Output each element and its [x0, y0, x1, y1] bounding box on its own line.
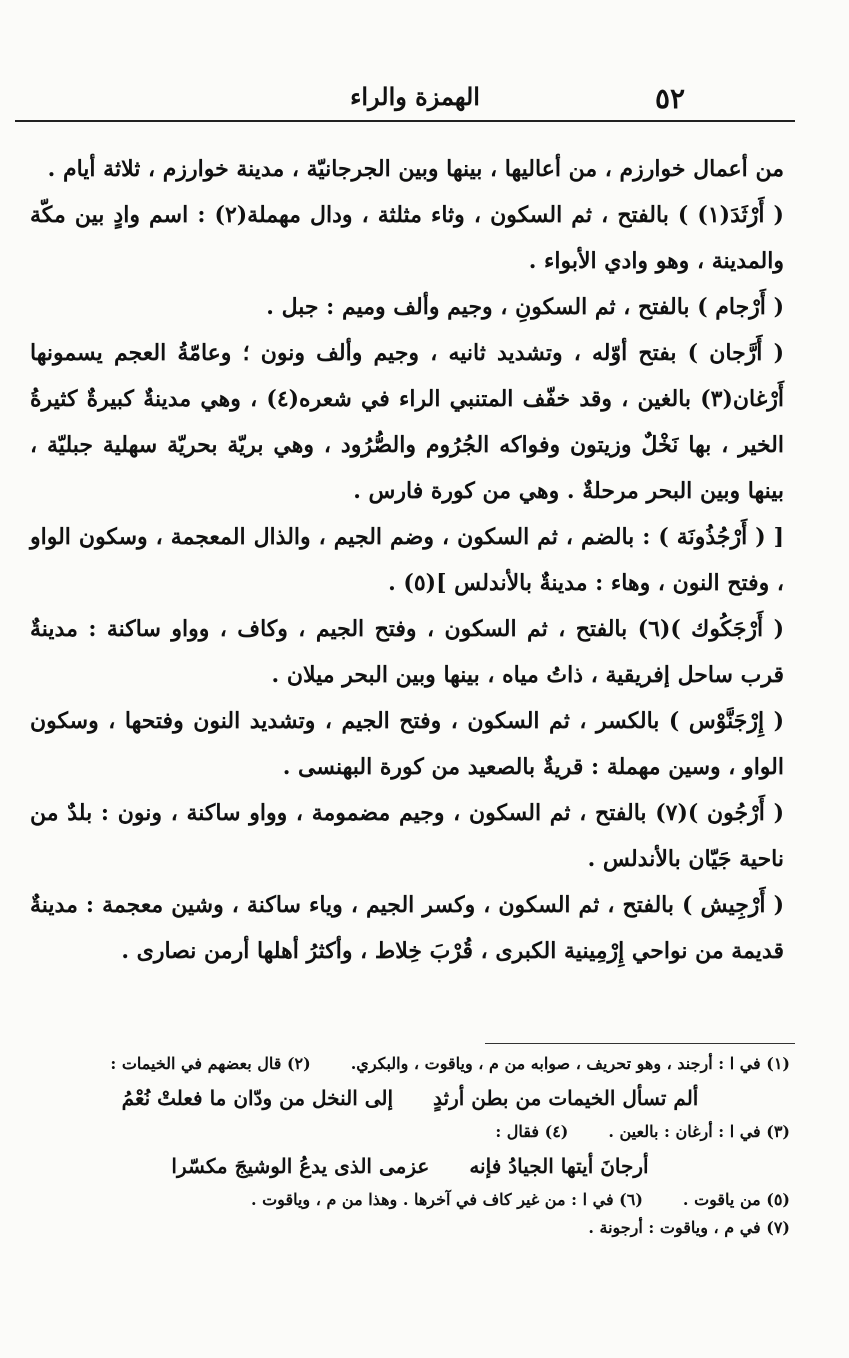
footnote-4: (٤) فقال :: [495, 1122, 569, 1141]
footnote-divider: [485, 1043, 795, 1044]
footnote-row: [30, 1186, 790, 1214]
header-divider: [15, 120, 795, 122]
verse-2-first-hemistich: أرجانَ أيتها الجيادُ فإنه: [469, 1154, 649, 1178]
verse-1-second-hemistich: إلى النخل من ودّان ما فعلتْ نُعْمُ: [121, 1086, 394, 1110]
verse-2-second-hemistich: عزمى الذى يدعُ الوشيجَ مكسّرا: [171, 1154, 430, 1178]
entry-arjam: ( أَرْجام ) بالفتح ، ثم السكونِ ، وجيم وألف وميم : جبل .: [266, 294, 784, 320]
entry-irjannaws: ( إِرْجَنَّوْس ) بالكسر ، ثم السكون ، وفتح الجيم ، وتشديد النون وفتحها ، وسكون الواو ، وسين مهملة : قريةٌ بالصعيد من كورة البهنسى .: [30, 708, 784, 780]
running-title: الهمزة والراء: [350, 82, 480, 111]
footnote-row: [30, 1118, 790, 1146]
page-header: [15, 70, 794, 120]
entry-arjish: ( أَرْجِيش ) بالفتح ، ثم السكون ، وكسر الجيم ، وياء ساكنة ، وشين معجمة : مدينةٌ قديمة من نواحي إِرْمِينية الكبرى ، قُرْبَ خِلاط ، وأكثرُ أهلها أرمن نصارى .: [30, 892, 784, 964]
page-number: ٥٢: [655, 82, 686, 115]
footnote-3: (٣) في ا : أرغان : بالعين .: [608, 1122, 790, 1141]
footnote-1: (١) في ا : أرجند ، وهو تحريف ، صوابه من م ، وياقوت ، والبكري.: [350, 1054, 790, 1073]
entry-arrajan: ( أَرَّجان ) بفتح أوّله ، وتشديد ثانيه ، وجيم وألف ونون ؛ وعامّةُ العجم يسمونها أَرْغان(٣) بالغين ، وقد خفّف المتنبي الراء في شعره(٤) ، وهي مدينةٌ كبيرةٌ كثيرةُ الخير ، بها نَخْلٌ وزيتون وفواكه الجُرُوم والصُّرُود ، وهي بريّة بحريّة سهلية جبليّة ، بينها وبين البحر مرحلةٌ . وهي من كورة فارس .: [30, 340, 784, 504]
entry-arthad: ( أَرْثَدَ(١) ) بالفتح ، ثم السكون ، وثاء مثلثة ، ودال مهملة(٢) : اسم وادٍ بين مكّة والمدينة ، وهو وادي الأبواء .: [30, 202, 784, 274]
footnotes: [30, 1050, 790, 1242]
entry-arjudhuna: [ ( أَرْجُذُونَة ) : بالضم ، ثم السكون ، وضم الجيم ، والذال المعجمة ، وسكون الواو ، وفتح النون ، وهاء : مدينةٌ بالأندلس ](٥) .: [30, 524, 784, 596]
main-text: [30, 146, 784, 974]
verse-1: [30, 1078, 790, 1118]
footnote-5: (٥) من ياقوت .: [682, 1190, 790, 1209]
entry-arjun: ( أَرْجُون )(٧) بالفتح ، ثم السكون ، وجيم مضمومة ، وواو ساكنة ، ونون : بلدٌ من ناحية جَيّان بالأندلس .: [30, 800, 784, 872]
entry-arjakuk: ( أَرْجَكُوك )(٦) بالفتح ، ثم السكون ، وفتح الجيم ، وكاف ، وواو ساكنة : مدينةٌ قرب ساحل إفريقية ، ذاتُ مياه ، بينها وبين البحر ميلان .: [30, 616, 785, 688]
footnote-2: (٢) قال بعضهم في الخيمات :: [110, 1054, 311, 1073]
footnote-7: (٧) في م ، وياقوت : أرجونة .: [588, 1218, 790, 1237]
verse-2: [30, 1146, 790, 1186]
paragraph-continuation: من أعمال خوارزم ، من أعاليها ، بينها وبين الجرجانيّة ، مدينة خوارزم ، ثلاثة أيام .: [47, 156, 784, 182]
footnote-row: [30, 1050, 790, 1078]
footnote-6: (٦) في ا : من غير كاف في آخرها . وهذا من م ، وياقوت .: [250, 1190, 643, 1209]
verse-1-first-hemistich: ألم تسأل الخيمات من بطن أرثدٍ: [433, 1086, 699, 1110]
